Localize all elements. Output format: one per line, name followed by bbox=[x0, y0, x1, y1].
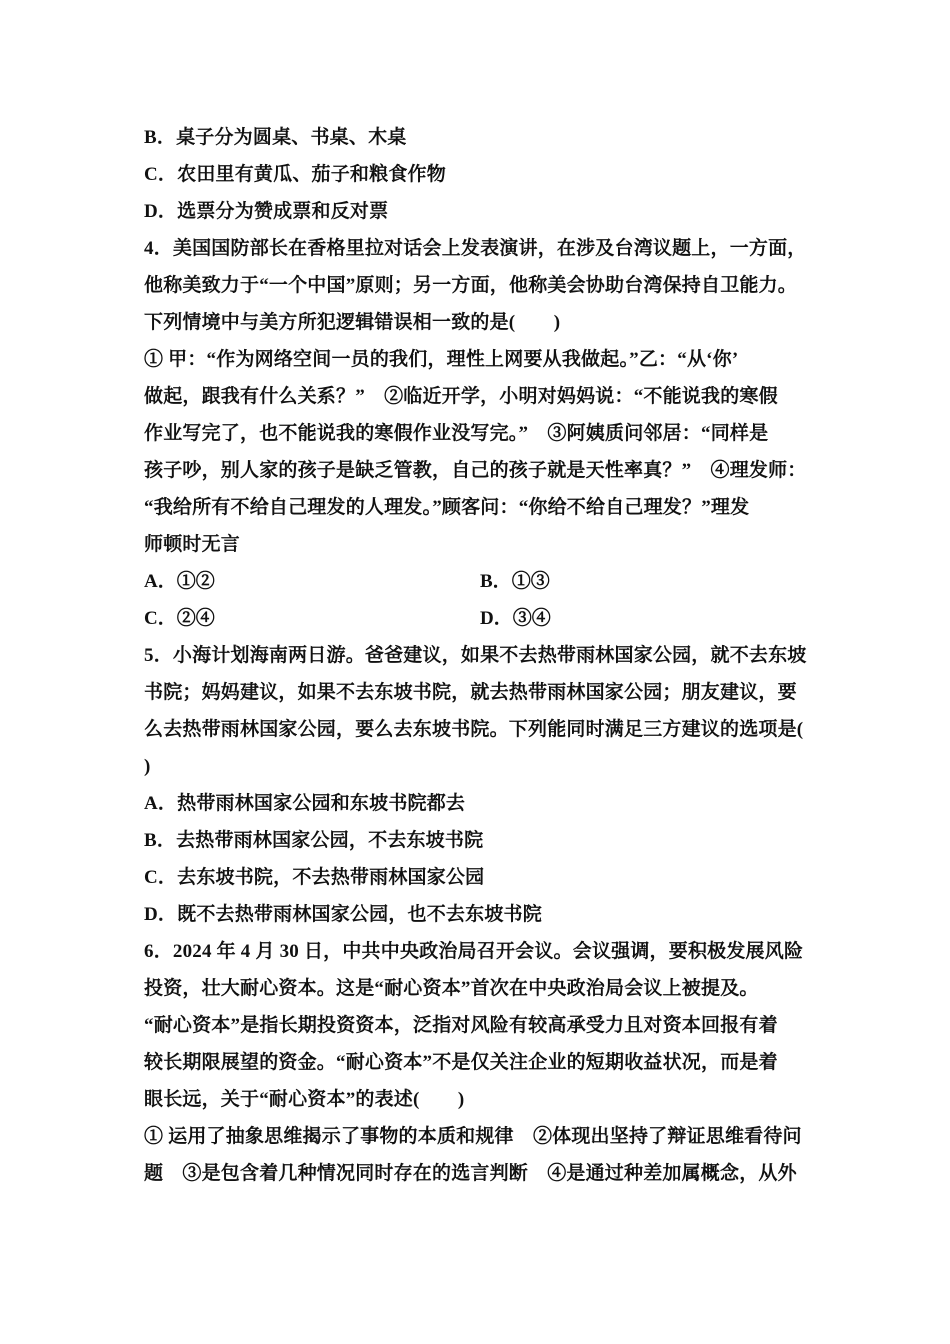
q4-statement-line: “我给所有不给自己理发的人理发。”顾客问：“你给不给自己理发？”理发 bbox=[144, 497, 750, 518]
q6-statement-line: 题 ③是包含着几种情况同时存在的选言判断 ④是通过种差加属概念，从外 bbox=[144, 1163, 797, 1184]
option-text: 去热带雨林国家公园，不去东坡书院 bbox=[176, 830, 484, 851]
option-letter: C． bbox=[144, 867, 178, 888]
option-text: ②④ bbox=[176, 608, 215, 629]
q3-option-c bbox=[144, 156, 814, 193]
option-letter: D． bbox=[144, 201, 178, 222]
option-letter: D． bbox=[144, 904, 178, 925]
option-text: 选票分为赞成票和反对票 bbox=[177, 201, 389, 222]
option-letter: B． bbox=[144, 127, 177, 148]
q4-options-row bbox=[144, 600, 814, 637]
question-text: 投资，壮大耐心资本。这是“耐心资本”首次在中央政治局会议上被提及。 bbox=[144, 978, 759, 999]
question-text: 小海计划海南两日游。爸爸建议，如果不去热带雨林国家公园，就不去东坡 bbox=[172, 645, 807, 666]
option-text: ①③ bbox=[511, 571, 550, 592]
q5-stem-line bbox=[144, 711, 814, 748]
option-letter: D． bbox=[480, 608, 513, 629]
option-text: 桌子分为圆桌、书桌、木桌 bbox=[176, 127, 407, 148]
q4-statement-line: 做起，跟我有什么关系？” ②临近开学，小明对妈妈说：“不能说我的寒假 bbox=[144, 386, 778, 407]
q6-statement-line: ① 运用了抽象思维揭示了事物的本质和规律 ②体现出坚持了辩证思维看待问 bbox=[144, 1126, 802, 1147]
option-text: ③④ bbox=[512, 608, 551, 629]
q4-options-row bbox=[144, 563, 814, 600]
q4-stem-line bbox=[144, 230, 814, 267]
q3-option-d bbox=[144, 193, 814, 230]
question-text: 么去热带雨林国家公园，要么去东坡书院。下列能同时满足三方建议的选项是( bbox=[144, 719, 804, 740]
q6-stem-line bbox=[144, 1007, 814, 1044]
q4-statement-line: ① 甲：“作为网络空间一员的我们，理性上网要从我做起。”乙：“从‘你’ bbox=[144, 349, 739, 370]
question-text: 他称美致力于“一个中国”原则；另一方面，他称美会协助台湾保持自卫能力。 bbox=[144, 275, 798, 296]
option-text: 农田里有黄瓜、茄子和粮食作物 bbox=[177, 164, 446, 185]
q5-option-b bbox=[144, 822, 814, 859]
q4-statement-line: 作业写完了，也不能说我的寒假作业没写完。” ③阿姨质问邻居：“同样是 bbox=[144, 423, 769, 444]
q5-stem-line bbox=[144, 674, 814, 711]
q4-stem-line bbox=[144, 267, 814, 304]
option-text: 既不去热带雨林国家公园，也不去东坡书院 bbox=[177, 904, 542, 925]
q6-stem-line bbox=[144, 1081, 814, 1118]
option-letter: C． bbox=[144, 164, 178, 185]
question-number: 5． bbox=[144, 645, 173, 666]
question-number: 4． bbox=[144, 238, 173, 259]
q4-statement-line: 孩子吵，别人家的孩子是缺乏管教，自己的孩子就是天性率真？” ④理发师： bbox=[144, 460, 807, 481]
option-text: 去东坡书院，不去热带雨林国家公园 bbox=[177, 867, 485, 888]
question-text: 较长期限展望的资金。“耐心资本”不是仅关注企业的短期收益状况，而是着 bbox=[144, 1052, 778, 1073]
q6-stem-line bbox=[144, 970, 814, 1007]
question-text: 书院；妈妈建议，如果不去东坡书院，就去热带雨林国家公园；朋友建议，要 bbox=[144, 682, 797, 703]
option-letter: A． bbox=[144, 793, 178, 814]
option-letter: A． bbox=[144, 571, 177, 592]
option-letter: C． bbox=[144, 608, 177, 629]
option-letter: B． bbox=[480, 571, 512, 592]
option-letter: B． bbox=[144, 830, 177, 851]
q6-stem-line bbox=[144, 1044, 814, 1081]
question-text: 眼长远，关于“耐心资本”的表述( ) bbox=[144, 1089, 465, 1110]
question-text: 2024 年 4 月 30 日，中共中央政治局召开会议。会议强调，要积极发展风险 bbox=[172, 941, 804, 962]
question-text: 下列情境中与美方所犯逻辑错误相一致的是( ) bbox=[144, 312, 561, 333]
q5-option-a bbox=[144, 785, 814, 822]
question-text: ) bbox=[144, 756, 151, 777]
q5-option-c bbox=[144, 859, 814, 896]
option-text: ①② bbox=[176, 571, 215, 592]
q5-stem-line bbox=[144, 748, 814, 785]
question-text: “耐心资本”是指长期投资资本，泛指对风险有较高承受力且对资本回报有着 bbox=[144, 1015, 778, 1036]
option-text: 热带雨林国家公园和东坡书院都去 bbox=[177, 793, 466, 814]
question-number: 6． bbox=[144, 941, 173, 962]
q6-stem-line bbox=[144, 933, 814, 970]
question-text: 美国国防部长在香格里拉对话会上发表演讲，在涉及台湾议题上，一方面， bbox=[172, 238, 807, 259]
q3-option-b bbox=[144, 119, 814, 156]
q5-stem-line bbox=[144, 637, 814, 674]
q4-statement-line: 师顿时无言 bbox=[144, 534, 241, 555]
q4-stem-line bbox=[144, 304, 814, 341]
page-content bbox=[144, 119, 814, 1192]
q5-option-d bbox=[144, 896, 814, 933]
